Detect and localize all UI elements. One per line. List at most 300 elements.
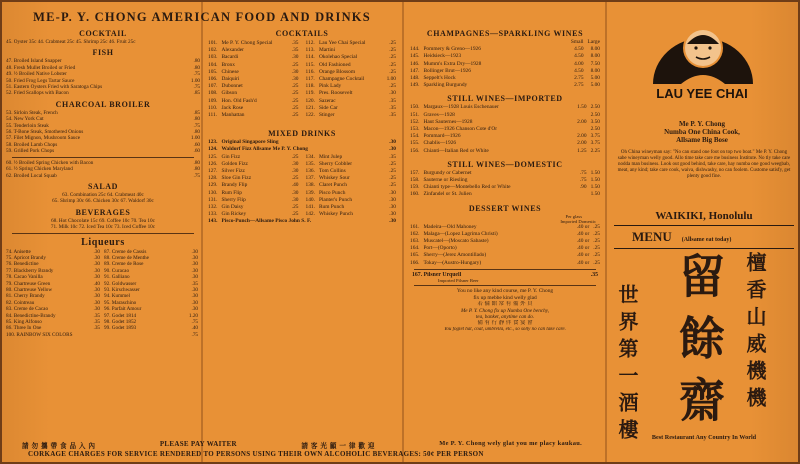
menu-item [6,90,200,96]
item-name: 47. Broiled Island Snapper [6,58,62,65]
cell-n: 155. [410,140,420,147]
cell-name: Chablis—1926 [423,140,457,147]
cell-n: 124. [208,146,218,153]
cjk-side-text: 檀 香 山 威 機 機 [743,252,767,407]
cell-name: Mumm's Extra Dry—1928 [423,60,482,67]
item-name: 89. Creme de Rose [104,261,144,268]
cell-n: 122. [305,112,315,119]
cell-n: 151. [410,111,420,118]
cell-name: Pisco Punch [318,189,346,196]
cell-name: Sherry—(Jerez Amontillado) [423,252,487,259]
cell-name: Side Car [318,104,338,111]
food-panel [6,26,200,462]
cell-s: .40 or [576,252,590,259]
cocktail-row [304,105,399,112]
pilsner-sub: Imported Pilsner Beer [438,278,479,284]
cell-name: Gibson [221,90,238,97]
cocktail-row [206,47,301,54]
cell-l: 8.00 [590,53,600,60]
cell-l: 3.75 [590,133,600,140]
cell-price: .25 [291,104,299,111]
cocktail-row [304,54,399,61]
brand-name: LAU YEE CHAI [656,86,748,101]
mixed-columns [206,154,398,219]
item-name: 62. Broiled Local Squab [6,172,57,179]
drinks-panel [206,26,398,462]
item-price: .80 [193,64,200,71]
cell-price: .30 [291,68,299,75]
item-name: 58. Broiled Lamb Chops [6,141,58,148]
item-price: .60 [193,141,200,148]
cell-name: Dubonnet [221,83,243,90]
cell-s: .40 or [576,259,590,266]
wine-row [408,231,602,238]
cell-n: 121. [305,104,315,111]
menu-sheet [2,2,798,462]
cell-n: 101. [208,40,218,46]
cell-n: 154. [410,133,420,140]
cell-price: .30 [291,168,299,175]
divider [12,157,194,158]
menu-heading [614,225,794,249]
cell-s: .40 or [576,238,590,245]
cell-n: 158. [410,177,420,184]
cocktail-row [304,83,399,90]
section-title-beverages: BEVERAGES [75,207,131,217]
mixed-row [304,211,399,218]
item-name: 88. Creme de Menthe [104,254,149,261]
item-price: .85 [193,90,200,97]
mixed-row [206,190,301,197]
cell-name: Tokay—(Austro-Hungary) [423,259,482,266]
footer-line-1 [2,440,602,450]
cell-name: Pres. Roosevelt [318,90,353,97]
item-price: .75 [193,71,200,78]
item-price: .30 [93,248,100,255]
cell-price: .25 [291,175,299,182]
item-name: 83. Creme de Cacao [6,306,49,313]
cell-name: Whiskey Sour [318,175,350,182]
cell-price: .25 [389,47,396,54]
cell-name: Pink Lady [318,83,342,90]
cell-price: .35 [389,153,396,160]
item-name: 86. Three In One [6,325,42,332]
item-price: .30 [93,261,100,268]
cell-s [575,126,588,133]
cell-s: .40 or [576,223,590,230]
cell-price: .30 [291,76,299,83]
cell-n: 109. [208,97,218,104]
mixed-row [206,175,301,182]
mixed-row [206,211,301,218]
item-name: 87. Creme de Cassis [104,248,147,255]
cell-name: Waldorf Fizz Allsame Me P. Y. Chong [221,146,308,153]
cell-n: 105. [208,68,218,75]
cell-price: .30 [291,189,299,196]
section-title-fish: FISH [92,48,114,58]
cell-price: .30 [291,54,299,61]
item-name: 93. Kirschwasser [104,286,140,293]
section-title-still-domestic: STILL WINES—DOMESTIC [447,159,563,169]
wine-row [408,252,602,259]
cell-l: 2.25 [590,147,600,154]
cell-name: Sherry Flip [221,196,246,203]
cell-name: Pommery & Greno—1926 [423,46,481,53]
divider [414,285,596,286]
cell-name: Gin Rickey [221,211,247,218]
item-price: .85 [193,109,200,116]
cell-name: Golden Fizz [221,160,248,167]
item-price: .60 [193,148,200,155]
cell-price: .25 [389,160,396,167]
item-name: 95. Maraschino [104,299,137,306]
item-name: 99. Godet 1893 [104,325,137,332]
cell-l: 2.50 [590,126,600,133]
verse-cjk: 備 有 行 靜 伴 食 宴 會 [477,320,533,327]
item-name: 96. Parfait Amour [104,306,142,313]
cell-name: Alexander [221,47,244,54]
item-name: 77. Blackberry Brandy [6,267,54,274]
cell-n: 130. [208,189,218,196]
cell-s: .40 or [576,245,590,252]
wine-row [408,119,602,126]
cell-n: 146. [410,60,420,67]
cell-s: 4.50 [574,53,584,60]
cell-n: 136. [305,168,315,175]
cocktail-row [206,90,301,97]
item-name: 74. Anisette [6,248,31,255]
item-name: 50. Fried Frog Legs Tartar Sauce [6,77,75,84]
cell-n: 106. [208,76,218,83]
verse-italic: You foglet hat, coat, umbrella, etc., so solly no can take care. [444,326,566,332]
cell-price: .25 [389,40,396,46]
menu-item [6,148,200,154]
cell-name: Zinfandel or St. Julien [423,191,472,198]
cell-l: 1.50 [590,177,600,184]
cell-n: 138. [305,182,315,189]
cell-n: 102. [208,47,218,54]
cell-name: Margaux—1928 Louis Eschenauer [423,104,499,111]
item-name: 75. Apricot Brandy [6,254,46,261]
cell-price: .25 [291,97,299,104]
wine-row [408,126,602,133]
item-price: .75 [191,319,198,325]
dessert-table [408,224,602,267]
item-name: 60. ½ Broiled Spring Chicken with Bacon [6,159,94,166]
item-price: .30 [93,274,100,281]
cell-n: 148. [410,75,420,82]
item-price: 1.00 [190,77,200,84]
cell-l: 5.00 [590,75,600,82]
owner-title: Numba One China Cook, [664,128,740,136]
cell-price: .40 [291,182,299,189]
cell-price: .30 [389,90,396,97]
cell-n: 166. [410,259,420,266]
item-price: .80 [193,58,200,65]
wine-row [408,53,602,60]
item-name: 52. Fried Scallops with Bacon [6,90,69,97]
cell-name: Malaga—(Lopez Lagrima Christi) [423,230,498,237]
item-price: .40 [191,325,198,332]
cell-name: Champagne Cocktail [318,76,365,83]
cell-name: Gin Fizz [221,153,241,160]
cell-s [578,191,589,198]
item-name: 51. Eastern Oysters Fried with Saratoga Chips [6,84,103,91]
cocktail-list [206,40,301,119]
cell-s: 2.00 [577,118,587,125]
cell-l: .25 [593,223,600,230]
cell-price: .30 [389,189,396,196]
item-price: .30 [93,306,100,313]
item-name: 97. Godet 1814 [104,312,137,319]
cell-n: 113. [305,47,315,54]
cell-name: Jack Rose [221,104,244,111]
cell-price: .25 [389,54,396,61]
mixed-row [304,204,399,211]
cell-price: .25 [291,83,299,90]
cell-price: .25 [291,90,299,97]
cell-price: .25 [291,112,299,119]
cocktail-row [304,90,399,97]
cell-name: Heidsieck—1923 [423,53,462,60]
verse-line: You no like any kind course, me P. Y. Chong [456,288,554,295]
wine-row [408,82,602,89]
cell-n: 123. [208,139,218,146]
pilsner-name: 167. Pilsner Urquell [412,271,462,278]
cell-price: .25 [291,204,299,211]
mixed-row [304,161,399,168]
item-price: .30 [191,286,198,293]
cell-n: 134. [305,153,315,160]
owner-title: Allsame Big Bose [676,136,728,144]
cell-name: Macon—1926 Chanson Cote d'Or [423,126,498,133]
cell-n: 141. [305,204,315,211]
champagne-table [408,39,602,89]
item-price: .30 [93,299,100,306]
cell-price: .30 [291,196,299,203]
item-price: .35 [93,319,100,325]
cell-n: 152. [410,118,420,125]
section-title-charcoal: CHARCOAL BROILER [55,99,151,109]
fold-line [605,2,607,462]
item-price: .80 [193,159,200,166]
cell-s: 2.00 [577,133,587,140]
cell-price: .30 [291,160,299,167]
item-name: 48. Fresh Mullet Broiled or Fried [6,64,76,71]
cell-name: Original Singapore Sling [221,139,279,146]
cocktail-row [206,76,301,83]
cell-s: .75 [579,177,587,184]
cell-name: Brandy Flip [221,182,248,189]
item-name: 80. Chartreuse Yellow [6,286,53,293]
footer-pay-waiter: PLEASE PAY WAITER [159,440,237,448]
owner-name: Me P. Y. Chong [678,120,726,128]
mixed-row [206,182,301,189]
item-name: 90. Curacao [104,267,130,274]
cell-l: 3.50 [590,118,600,125]
item-price: .35 [93,312,100,319]
cocktail-row [304,112,399,119]
wine-row [408,46,602,53]
cell-name: Burgundy or Cabernet [423,169,472,176]
cocktail-row [304,62,399,69]
item-name: 55. Tenderloin Steak [6,122,49,129]
location: WAIKIKI, Honolulu [655,210,753,222]
item-price: .35 [191,280,198,287]
cell-l: 1.50 [590,191,600,198]
item-name: 92. Goldwasser [104,280,137,287]
cell-s: 2.75 [574,82,584,89]
cell-l: 2.50 [590,104,600,111]
wine-row [408,191,602,198]
mixed-row [304,154,399,161]
cell-name: Sherry Cobbler [318,160,353,167]
item-name: 100. RAINBOW SIX COLORS [6,331,73,338]
cell-n: 127. [208,168,218,175]
cocktail-row [304,40,399,47]
item-name: 57. Filet Mignon, Mushroom Sauce [6,135,81,142]
item-name: 82. Cointreau [6,299,35,306]
cell-name: Muscatel—(Moscato Sabaste) [423,238,489,245]
item-price: .75 [193,172,200,179]
cell-n: 164. [410,245,420,252]
dessert-head: Per glass [565,213,582,219]
cell-n: 117. [305,76,315,83]
mixed-row [206,197,301,204]
cell-n: 142. [305,211,315,218]
cell-n: 119. [305,90,315,97]
wine-row [408,133,602,140]
cell-n: 153. [410,126,420,133]
dessert-head: Imported Domestic [560,218,596,224]
cell-l: 8.00 [590,46,600,53]
section-title-liqueurs: Liqueurs [81,236,125,248]
item-price: .80 [193,166,200,173]
mixed-list [304,154,399,219]
item-name: 98. Godet 1852 [104,319,137,325]
cocktail-row [304,76,399,83]
cell-l: 5.00 [590,82,600,89]
cell-s: 2.75 [574,75,584,82]
charcoal-list [6,110,200,155]
cell-name: Sparkling Burgundy [423,82,468,89]
cell-n: 150. [410,104,420,111]
cocktail-row [304,69,399,76]
cell-name: Mint Julep [318,153,343,160]
cell-name: Martini [318,47,336,54]
cell-price: .25 [389,175,396,182]
cell-n: 129. [208,182,218,189]
cell-name: Pisco-Punch—Allsame Pisco John S. F. [221,218,312,225]
cell-l: 8.00 [590,67,600,74]
item-price: .30 [191,299,198,306]
cell-l: .25 [593,230,600,237]
cell-s: 2.00 [577,140,587,147]
cocktail-row [206,98,301,105]
cell-s: .75 [579,169,587,176]
verse-italic: tea, banket, anytime can do. [475,313,535,320]
cell-l: .25 [593,245,600,252]
cell-price: .30 [389,146,396,153]
cell-name: Me P. Y. Chong Special [221,40,273,46]
cell-price: .35 [389,104,396,111]
salad-line: 63. Combination 25c 64. Crabmeat 40c [62,191,144,198]
menu-sublabel: (Allsame eat today) [681,237,732,243]
item-price: .30 [191,306,198,313]
item-name: 59. Grilled Pork Chops [6,148,55,155]
cell-name: Madeira—Old Mahoney [423,223,477,230]
item-price: .75 [191,331,198,338]
cell-n: 147. [410,67,420,74]
footer-cjk: 請 勿 攜 帶 食 品 入 內 [22,442,96,450]
cocktail-row [206,83,301,90]
cell-price: .30 [389,204,396,211]
cell-price: .30 [389,218,396,225]
cell-name: Seppelt's Hock [423,75,456,82]
item-price: .80 [193,129,200,136]
wine-row [408,68,602,75]
item-price: .30 [191,274,198,281]
item-price: .30 [191,248,198,255]
wine-row [408,104,602,111]
cell-name: Bollinger Brut—1926 [423,67,471,74]
menu-label: MENU [632,229,672,244]
cell-n: 116. [305,68,315,75]
item-price: .30 [191,254,198,261]
cell-n: 161. [410,223,420,230]
item-name: 78. Cacao Vanilla [6,274,43,281]
cell-name: Gin Daisy [221,204,244,211]
liqueur-item [6,332,100,338]
fish-list [6,58,200,96]
cocktail-list [304,40,399,119]
item-name: 56. T-Bone Steak, Smothered Onions [6,129,84,136]
cell-l: 3.75 [590,140,600,147]
liqueur-columns [6,249,200,339]
cell-n: 145. [410,53,420,60]
cell-n: 104. [208,61,218,68]
cell-name: Port—(Oporto) [423,245,457,252]
cocktail-row [206,40,301,47]
cocktail-row [304,98,399,105]
cell-name: Tom Collins [318,168,346,175]
cell-n: 128. [208,175,218,182]
mixed-row [206,146,398,153]
item-name: 79. Chartreuse Green [6,280,51,287]
cell-name: Lau Yee Chai Special [318,40,366,46]
cell-n: 133. [208,211,218,218]
item-price: .75 [193,84,200,91]
cell-name: Chinese [221,68,239,75]
cell-n: 135. [305,160,315,167]
footer-welcome: Me P. Y. Chong wely glat you me placy kaukau. [439,440,582,447]
cell-n: 137. [305,175,315,182]
mixed-row [206,204,301,211]
cell-l: .25 [593,252,600,259]
wine-row [408,177,602,184]
cell-price: .25 [389,68,396,75]
section-title-salad: SALAD [87,181,119,191]
wine-row [408,148,602,155]
cell-price: 1.00 [386,76,396,83]
still-imported-table [408,104,602,154]
mixed-row [206,139,398,146]
col-large: Large [587,39,600,45]
divider [12,233,194,234]
cell-name: Whiskey Punch [318,211,353,218]
menu-item [6,173,200,179]
cell-name: Graves—1928 [423,111,455,118]
